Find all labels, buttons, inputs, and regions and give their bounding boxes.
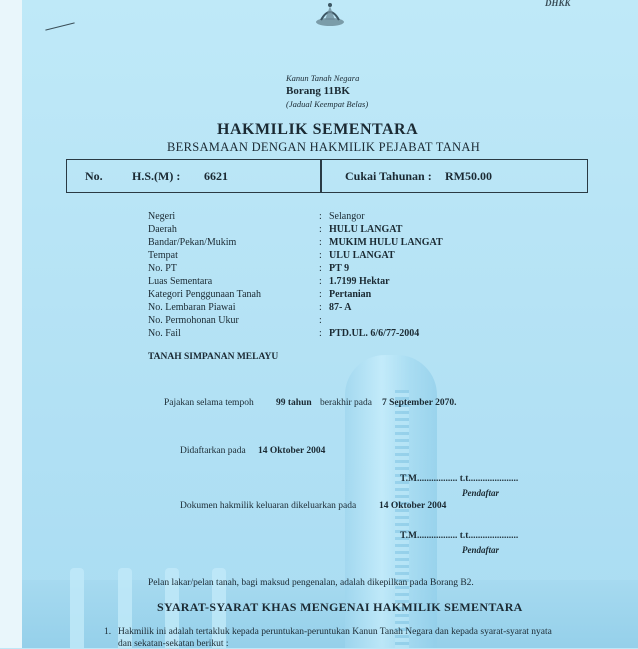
field-label: No. PT: [148, 263, 177, 274]
reserve-status: TANAH SIMPANAN MELAYU: [148, 352, 279, 362]
condition-text: Hakmilik ini adalah tertakluk kepada peruntukan-peruntukan Kanun Tanah Negara dan kepada syarat-syarat nyata: [118, 627, 552, 637]
field-colon: :: [319, 328, 322, 339]
signature-line: T.M................. t.t.....................: [400, 474, 519, 484]
field-value: HULU LANGAT: [329, 224, 403, 235]
field-value: MUKIM HULU LANGAT: [329, 237, 443, 248]
cukai-label: Cukai Tahunan :: [345, 169, 432, 183]
signature-line: T.M................. t.t.....................: [400, 531, 519, 541]
state-crest-icon: [313, 0, 347, 30]
condition-number: 1.: [104, 627, 112, 637]
signatory-role: Pendaftar: [462, 488, 499, 498]
hs-number: 6621: [204, 169, 228, 183]
document-paper: [22, 0, 638, 648]
lease-years: 99 tahun: [276, 398, 312, 408]
field-value: 87- A: [329, 302, 352, 313]
schedule-label: (Jadual Keempat Belas): [286, 99, 369, 109]
field-label: No. Lembaran Piawai: [148, 302, 236, 313]
field-value: Selangor: [329, 211, 365, 222]
registered-prefix: Didaftarkan pada: [180, 446, 246, 456]
signatory-role: Pendaftar: [462, 545, 499, 555]
plan-note: Pelan lakar/pelan tanah, bagi maksud pengenalan, adalah dikepilkan pada Borang B2.: [148, 578, 474, 588]
act-name: Kanun Tanah Negara: [286, 73, 360, 83]
lease-end-date: 7 September 2070.: [382, 398, 457, 408]
field-label: Tempat: [148, 250, 178, 261]
field-colon: :: [319, 289, 322, 300]
lease-prefix: Pajakan selama tempoh: [164, 398, 254, 408]
field-colon: :: [319, 211, 322, 222]
field-value: ULU LANGAT: [329, 250, 395, 261]
field-colon: :: [319, 237, 322, 248]
page-left-margin: [0, 0, 22, 648]
issued-date: 14 Oktober 2004: [379, 501, 447, 511]
page-title: HAKMILIK SEMENTARA: [217, 121, 419, 138]
field-label: Luas Sementara: [148, 276, 213, 287]
field-colon: :: [319, 302, 322, 313]
field-label: Daerah: [148, 224, 177, 235]
watermark-column: [70, 568, 84, 648]
field-value: PT 9: [329, 263, 350, 274]
field-colon: :: [319, 224, 322, 235]
page-subtitle: BERSAMAAN DENGAN HAKMILIK PEJABAT TANAH: [167, 140, 481, 154]
field-value: PTD.UL. 6/6/77-2004: [329, 328, 420, 339]
conditions-title: SYARAT-SYARAT KHAS MENGENAI HAKMILIK SEMENTARA: [157, 600, 523, 614]
field-value: Pertanian: [329, 289, 372, 300]
field-label: Kategori Penggunaan Tanah: [148, 289, 261, 300]
registered-date: 14 Oktober 2004: [258, 446, 326, 456]
issued-prefix: Dokumen hakmilik keluaran dikeluarkan pada: [180, 501, 357, 511]
field-colon: :: [319, 276, 322, 287]
corner-code: DHKK: [545, 0, 571, 8]
cukai-value: RM50.00: [445, 169, 492, 183]
field-label: No. Permohonan Ukur: [148, 315, 239, 326]
field-colon: :: [319, 315, 322, 326]
field-colon: :: [319, 250, 322, 261]
form-number: Borang 11BK: [286, 85, 350, 97]
field-colon: :: [319, 263, 322, 274]
field-label: Bandar/Pekan/Mukim: [148, 237, 237, 248]
hs-label: H.S.(M) :: [132, 169, 181, 183]
field-label: Negeri: [148, 211, 176, 222]
lease-mid: berakhir pada: [320, 398, 372, 408]
no-label: No.: [85, 169, 103, 183]
condition-text: dan sekatan-sekatan berikut :: [118, 639, 229, 649]
box-divider: [320, 160, 322, 192]
field-label: No. Fail: [148, 328, 181, 339]
field-value: 1.7199 Hektar: [329, 276, 390, 287]
